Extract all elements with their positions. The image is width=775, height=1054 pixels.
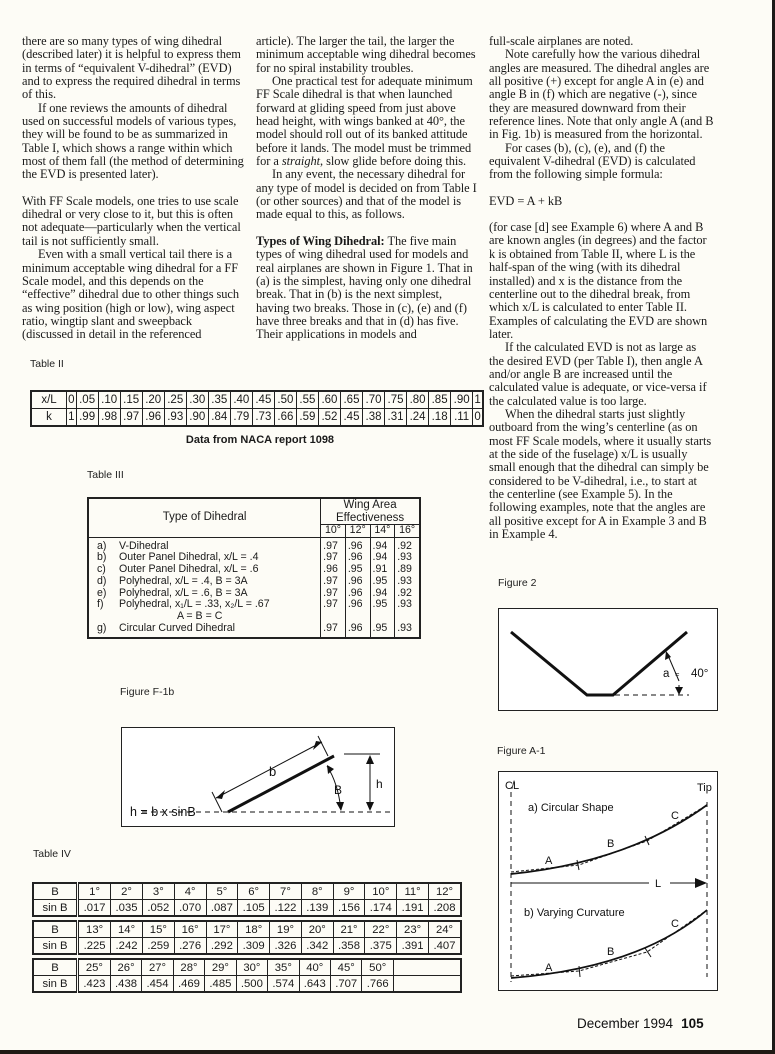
table-row: b) Outer Panel Dihedral, x/L = .4 .97 .96 .94 .93 bbox=[88, 552, 420, 564]
svg-text:b) Varying Curvature: b) Varying Curvature bbox=[524, 907, 625, 919]
table-row: c) Outer Panel Dihedral, x/L = .6 .96 .95 .91 .89 bbox=[88, 564, 420, 576]
paragraph: If the calculated EVD is not as large as the desired EVD (per Table I), then angle A and/or angle B are increased until the calculated value is adequate, or vice-versa if the calculated value is too large. bbox=[489, 340, 707, 408]
table-row: sin B .017 .035 .052 .070 .087 .105 .122 .139 .156 .174 .191 .208 bbox=[33, 900, 461, 917]
page-number: 105 bbox=[681, 1016, 704, 1031]
paragraph: If one reviews the amounts of dihedral used on successful models of various types, they will be found to be as summarized in Table I, which shows a range within which most of them fall (the method of determining the EVD is presented later). bbox=[22, 100, 244, 182]
table-row: d) Polyhedral, x/L = .4, B = 3A .97 .96 .95 .93 bbox=[88, 576, 420, 588]
paragraph: With FF Scale models, one tries to use scale dihedral or very close to it, but this is often not adequate—particularly when the vertical tail is not sufficiently small. bbox=[22, 193, 241, 248]
paragraph: article). The larger the tail, the larger the minimum acceptable wing dihedral becomes for no spiral instability troubles. bbox=[256, 34, 476, 75]
paragraph: In any event, the necessary dihedral for any type of model is decided on from Table I (or other sources) and that of the model is made equal to this, as follows. bbox=[256, 167, 477, 222]
section-heading: Types of Wing Dihedral: bbox=[256, 233, 385, 248]
table2-caption: Data from NACA report 1098 bbox=[185, 434, 335, 446]
svg-text:C: C bbox=[671, 810, 679, 822]
row-header: x/L bbox=[31, 391, 67, 409]
table3-label: Table III bbox=[87, 469, 124, 481]
table-row: e) Polyhedral, x/L = .6, B = 3A .97 .96 .94 .92 bbox=[88, 588, 420, 600]
table-row: f) Polyhedral, x₁/L = .33, x₂/L = .67 A = B = C .97 .96 .95 .93 bbox=[88, 599, 420, 622]
formula: EVD = A + kB bbox=[489, 193, 563, 208]
table4-block-3 bbox=[32, 958, 462, 993]
paragraph: Types of Wing Dihedral: The five main types of wing dihedral used for models and real airplanes are shown in Figure 1. That in (a) is the simplest, having only one dihedral break. That in (b) is the next simplest, having two breaks. Those in (c), (e) and (f) have three breaks and that in (d) has five. Their applications in models and bbox=[256, 233, 473, 342]
figure2 bbox=[498, 608, 718, 711]
table-row: a) V-Dihedral .97 .96 .94 .92 bbox=[88, 537, 420, 552]
table2 bbox=[30, 390, 484, 427]
figure2-label: Figure 2 bbox=[498, 577, 537, 589]
table4-block-2 bbox=[32, 920, 462, 955]
paragraph: (for case [d] see Example 6) where A and B are known angles (in degrees) and the factor k is obtained from Table II, where L is the half-span of the wing (with its dihedral installed) and x is the distance from the centerline out to the dihedral break, from which x/L is calculated to enter Table II. Examples of calculating the EVD are shown later. bbox=[489, 220, 708, 341]
svg-text:C̸L: C̸L bbox=[505, 780, 520, 792]
svg-text:b: b bbox=[269, 764, 277, 779]
curved-dihedral-diagram bbox=[499, 772, 717, 990]
column-header: Wing Area Effectiveness bbox=[321, 498, 420, 525]
svg-text:h: h bbox=[376, 777, 383, 791]
figure-f1b-label: Figure F-1b bbox=[120, 686, 175, 698]
svg-text:h = b x sinB: h = b x sinB bbox=[130, 805, 196, 819]
svg-text:A: A bbox=[545, 962, 553, 974]
text-column-3 bbox=[489, 35, 714, 541]
svg-text:L: L bbox=[655, 878, 662, 890]
paragraph: When the dihedral starts just slightly outboard from the wing’s centerline (as on most FF Scale models, where it usually starts at the side of the fuselage) x/L is usually small enough that the dihedral can simply be considered to be V-dihedral, i.e., to start at the centerline (see Example 5). In the following examples, note that the angles are all positive except for A in Example 3 and B in Example 4. bbox=[489, 406, 712, 542]
table-row: g) Circular Curved Dihedral .97 .96 .95 .93 bbox=[88, 623, 420, 639]
table-row: x/L 0 .05 .10 .15 .20 .25 .30 .35 .40 .45 .50 .55 .60 .65 .70 .75 .80 .85 .90 1 bbox=[31, 391, 483, 409]
svg-text:a) Circular Shape: a) Circular Shape bbox=[528, 802, 614, 814]
paragraph: full-scale airplanes are noted. bbox=[489, 34, 634, 48]
column-header: Type of Dihedral bbox=[88, 498, 321, 537]
page-footer bbox=[577, 1016, 704, 1031]
text-column-1 bbox=[22, 35, 244, 342]
svg-text:C: C bbox=[671, 918, 679, 930]
page-edge-bottom bbox=[0, 1050, 775, 1054]
table4-block-1 bbox=[32, 882, 462, 917]
row-header: k bbox=[31, 409, 67, 427]
table-row: sin B .423 .438 .454 .469 .485 .500 .574 .643 .707 .766 bbox=[33, 976, 461, 993]
svg-text:B: B bbox=[334, 783, 343, 797]
svg-text:40°: 40° bbox=[691, 668, 709, 680]
emphasis: straight bbox=[281, 154, 321, 169]
dihedral-angle-diagram bbox=[122, 728, 394, 826]
v-dihedral-diagram bbox=[499, 609, 717, 710]
figure-a1-label: Figure A-1 bbox=[497, 745, 546, 757]
paragraph: Even with a small vertical tail there is a minimum acceptable wing dihedral for a FF Scale model, and this depends on the “effective” dihedral due to other things such as wing position (high or low), wing aspect ratio, wingtip slant and sweepback (discussed in detail in the referenced bbox=[22, 247, 240, 342]
svg-text:≈: ≈ bbox=[675, 670, 680, 679]
svg-text:Tip: Tip bbox=[697, 782, 712, 794]
svg-text:B: B bbox=[607, 838, 615, 850]
text-column-2 bbox=[256, 35, 478, 342]
paragraph: there are so many types of wing dihedral (described later) it is helpful to express them in terms of “equivalent V-dihedral” (EVD) and to express the required dihedral in terms of this. bbox=[22, 34, 241, 102]
svg-text:B: B bbox=[607, 946, 615, 958]
table-row: B 1° 2° 3° 4° 5° 6° 7° 8° 9° 10° 11° 12° bbox=[33, 883, 461, 900]
paragraph: Note carefully how the various dihedral angles are measured. The dihedral angles are all positive (+) except for angle A in (e) and angle B in (f) which are negative (-), since they are measured downward from their reference lines. Note that only angle A (and B in Fig. 1b) is measured from the horizontal. bbox=[489, 47, 714, 142]
table-row: B 13° 14° 15° 16° 17° 18° 19° 20° 21° 22° 23° 24° bbox=[33, 921, 461, 938]
table-row: sin B .225 .242 .259 .276 .292 .309 .326 .342 .358 .375 .391 .407 bbox=[33, 938, 461, 955]
svg-text:a: a bbox=[663, 668, 670, 680]
table-row: B 25° 26° 27° 28° 29° 30° 35° 40° 45° 50° bbox=[33, 959, 461, 976]
table-row: k 1 .99 .98 .97 .96 .93 .90 .84 .79 .73 .66 .59 .52 .45 .38 .31 .24 .18 .11 0 bbox=[31, 409, 483, 427]
figure-f1b bbox=[121, 727, 395, 827]
table4-label: Table IV bbox=[33, 848, 71, 860]
figure-a1 bbox=[498, 771, 718, 991]
svg-text:A: A bbox=[545, 855, 553, 867]
issue-date: December 1994 bbox=[577, 1016, 674, 1031]
paragraph: One practical test for adequate minimum FF Scale dihedral is that when launched forward at gliding speed from just above head height, with wings banked at 40°, the model should roll out of its banked attitude before it lands. The model must be trimmed for a straight, slow glide before doing this. bbox=[256, 74, 473, 169]
table2-label: Table II bbox=[30, 358, 64, 370]
paragraph: For cases (b), (c), (e), and (f) the equivalent V-dihedral (EVD) is calculated from the following simple formula: bbox=[489, 140, 696, 182]
table3: Type of Dihedral Wing Area Effectiveness 10° 12° 14° 16° a) V-Dihedral .97 .96 .94 .92 b) Outer Panel Dihedral, x/L = .4 .97 .96 .94 .93 c) Outer Panel Dihedral, x/L = .6 .96 .95 .91 .89 d) Polyhedral, x/L = .4, B = 3A .97 .96 .95 .93 e) Polyhedral, x/L = .6, B = 3A .97 .96 .94 .92 f) Polyhedral, x₁/L = .33, x₂/L = .67 A = B = C .97 .96 .95 .93 g) Circular Curved Dihedral .97 .96 .95 .93 bbox=[87, 497, 421, 639]
